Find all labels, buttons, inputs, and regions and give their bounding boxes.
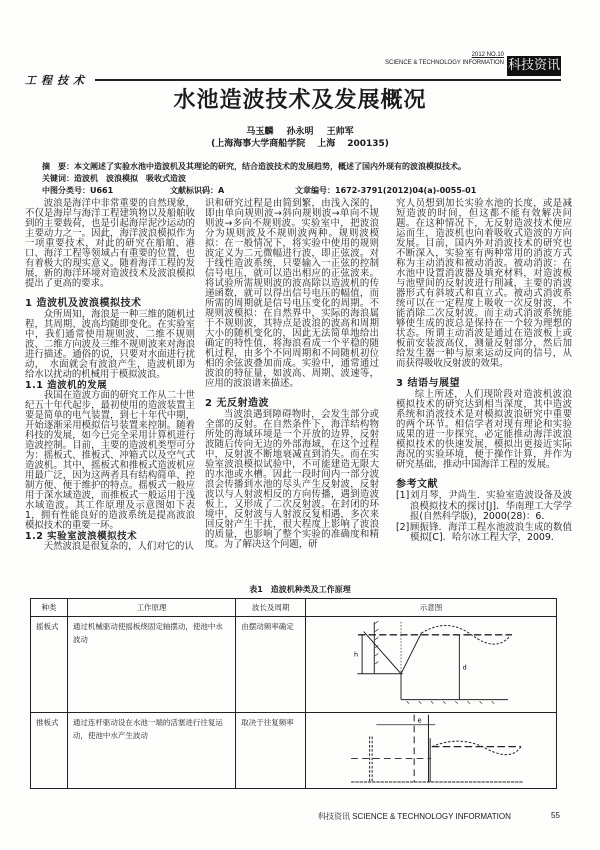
piston-wavemaker-diagram (306, 713, 556, 787)
article-title: 水池造波技术及发展概况 (173, 88, 427, 113)
header-cell: 工作原理 (67, 599, 235, 617)
heading-1: 1 造波机及波浪模拟技术 (25, 298, 142, 309)
flap-diagram-cell (306, 617, 557, 713)
article-number: 文章编号：1672-3791(2012)04(a)-0055-01 (295, 186, 477, 195)
affiliation-name: (上海海事大学商船学院 (211, 139, 306, 149)
paragraph: 究人员想到加长实验水池的长度，或是减短造波的时间，但这都不能有效解决问题。在这种情况下，无反射造波技术便应运而生，造波机也向着吸收式造波的方向发展。目前，国内外对消波技术的研究也不断深入，实验室有两种常用的消波方式称为主动消波和被动消波。被动消波：在水池中设置消波器及填充材料，对造波板与池壁间的反射波进行削减，主要的消波器形式有斜坡式和直立式。被动式消波系统可以在一定程度上吸收一次反射波，不能消除二次反射波。而主动式消波系统能够使生成的波总是保持在一个较为理想的状态。所谓主动消波是通过在造波板上或板前安装波高仪，测量反射部分，然后加给发生器一种与原来运动反向的信号，从而获得吸收反射波的效果。 (396, 198, 572, 369)
paragraph: 天然波浪是很复杂的，人们对它的认 (43, 541, 194, 552)
type-cell: 摇板式 (31, 617, 68, 713)
intro-paragraph: 波浪是海洋中非常重要的自然现象，不仅是海岸与海洋工程建筑物以及船舶收到的主要载荷，也是引起海岸泥沙运动的主要动力之一。因此，海洋波浪模拟作为一项重要技术，对此的研究在船舶、港口、海洋工程等领域占有重要的位置，也有着极大的现实意义。随着海洋工程的发展，新的海洋环境对造波技术及波浪模拟提出了更高的要求。 (25, 198, 195, 289)
journal-header-en (385, 51, 504, 67)
header-rule (95, 79, 561, 81)
reference-item (396, 491, 572, 523)
authors: 马玉麟 孙永明 王帅军 (246, 127, 354, 137)
issue-number: 2012 NO.10 (471, 52, 504, 58)
reference-text: 刘月琴，尹尚生．实验室造波设备及波浪模拟技术的探讨[J]．华南理工大学学报(自然科学版)，2000(28)：6． (410, 490, 572, 522)
reference-text: 顾振锋．海洋工程水池波浪生成的数值模拟[C]．哈尔冰工程大学，2009． (410, 521, 572, 543)
period-cell: 取决于往复频率 (236, 713, 306, 789)
column-1 (25, 199, 195, 552)
principle-cell: 通过连杆驱动设在水池一端的活塞进行往复运动，使池中水产生波动 (67, 713, 235, 789)
header-cell: 种类 (31, 599, 68, 617)
reference-number: [2] (396, 521, 410, 533)
keywords: 关键词：造波机 波浪模拟 吸收式造波 (42, 174, 186, 183)
table-row (31, 713, 557, 789)
affiliation-city: 上海 (317, 139, 336, 149)
label-d: d (462, 663, 467, 672)
principle-cell: 通过机械驱动使摇板绕固定轴摆动，使池中水波动 (67, 617, 235, 713)
table-row (31, 617, 557, 713)
journal-name-en: SCIENCE & TECHNOLOGY INFORMATION (384, 60, 504, 66)
paragraph: 识和研究过程是由简到繁，由浅入深的，即由单向规则波→斜向规则波→单向不规则波→多向不规则波。实验室中，把波浪分为规则波及不规则波两种。规则波模拟：在一般情况下，将实验中使用的规则波定义为二元微幅进行波，即正弦波。对于线性造波系统，只要输入一正弦的控制信号电压，就可以造出相应的正弦波来。将试验所需规则波的波高除以造波机的传递函数，就可以得出信号电压的幅值，而所需的周期就是信号电压变化的周期。不规则波模拟：在自然界中，实际的海浪属于不规则波，其特点是波浪的波高和周期大小的随机变化的，因此无法简单地给出确定的特性值，将海浪看成一个平稳的随机过程，由多个不同周期和不同随机初位相的余弦波叠加而成。实验中，通常通过波浪的特征量，如波高、周期、波速等，应用的波浪谱来描述。 (205, 198, 379, 389)
heading-2: 2 无反射造波 (205, 398, 269, 409)
paragraph: 我国在造波方面的研究工作从二十世纪五十年代起步，最初使用的造波装置主要是简单的电气装置，到七十年代中期，开始逐渐采用模拟信号装置来控制。随着科技的发展，如今已完全采用计算机进行造波控制。目前，主要的造波机类型可分为：摇板式、推板式、冲箱式以及空气式造波机。其中，摇板式和推板式造波机应用最广泛，因为这两者具有结构简单、控制方便、便于维护的特点。摇板式一般应用于深水域造波，而推板式一般运用于浅水域造波。其工作原理及示意图如下表1，拥有性能良好的造波系统是提高波浪模拟技术的重要一环。 (25, 390, 195, 531)
abstract: 摘 要：本文阐述了实验水池中造波机及其理论的研究，结合造波技术的发展趋势，概述了国内外现有的波浪模拟技术。 (42, 162, 466, 171)
paragraph: 当波浪遇到障碍物时，会发生部分或全部的反射。在自然条件下，海洋结构物所处的海域环境是一个开放的边界，反射波随后传向无边的外部海域，在这个过程中，反射波不断地衰减直到消失。而在实验室波浪模拟试验中，不可能建造无限大的水池或水槽。因此一段时间内一部分波浪会传播到水池的尽头产生反射波，反射波以与人射波相反的方向传播，遇到造波板上，又形成了二次反射波。在封闭的环境中，反射波与人射波反复相遇，多次来回反射产生干扰，很大程度上影响了波浪的质量，也影响了整个实验的准确度和精度。为了解决这个问题，研 (205, 409, 379, 550)
table-caption: 表1 造波机种类及工作原理 (249, 585, 351, 594)
column-3 (396, 199, 572, 544)
flap-wavemaker-diagram (306, 617, 556, 711)
reference-number: [1] (396, 490, 410, 501)
label-e: e (417, 716, 422, 725)
period-cell: 由摆动频率确定 (236, 617, 306, 713)
section-label: 工程技术 (25, 74, 89, 87)
heading-1-2: 1.2 实验室波浪模拟技术 (25, 531, 138, 542)
table-header-row (31, 599, 557, 617)
paragraph: 众所周知，海浪是一种三维的随机过程，其周期、波高均随即变化。在实验室中，我们通常使用规则波、二维不规则波、二维方向波及三维不规则波来对海浪进行描述。通俗的说，只要对水面进行扰动， 水面就会有波浪产生，造波机即为给水以扰动的机械用于模拟波浪。 (25, 309, 195, 380)
header-cell: 示意图 (306, 599, 557, 617)
header-cell: 波长及周期 (236, 599, 306, 617)
references-heading: 参考文献 (396, 479, 438, 490)
piston-diagram-cell (306, 713, 557, 789)
type-cell: 推板式 (31, 713, 68, 789)
paragraph: 综上所述，人们现阶段对造波机波浪模拟技术的研究达到相当深度，其中造波系统和消波技术是对模拟波浪研究中重要的两个环节。相信学者对现有理论和实验成果的进一步探究，必定能推动海洋波浪模拟技术的快速发展，模拟出更接近实际海况的实验环境，便于操作计算，并作为研究基础，推动中国海洋工程的发展。 (396, 389, 572, 470)
document-code: 文献标识码：A (170, 186, 225, 195)
journal-logo: 科技资讯 (507, 56, 561, 76)
label-h: h (354, 650, 359, 659)
affiliation (0, 139, 600, 150)
clc-number: 中图分类号：U661 (42, 186, 114, 195)
wavemaker-table (30, 598, 557, 789)
page-number: 55 (551, 811, 560, 820)
heading-3: 3 结语与展望 (396, 378, 460, 389)
heading-1-1: 1.1 造波机的发展 (25, 380, 108, 391)
column-2 (205, 199, 379, 550)
reference-item (396, 523, 572, 544)
affiliation-postcode: 200135) (347, 139, 389, 149)
footer-journal: 科技资讯 SCIENCE & TECHNOLOGY INFORMATION (318, 812, 511, 821)
